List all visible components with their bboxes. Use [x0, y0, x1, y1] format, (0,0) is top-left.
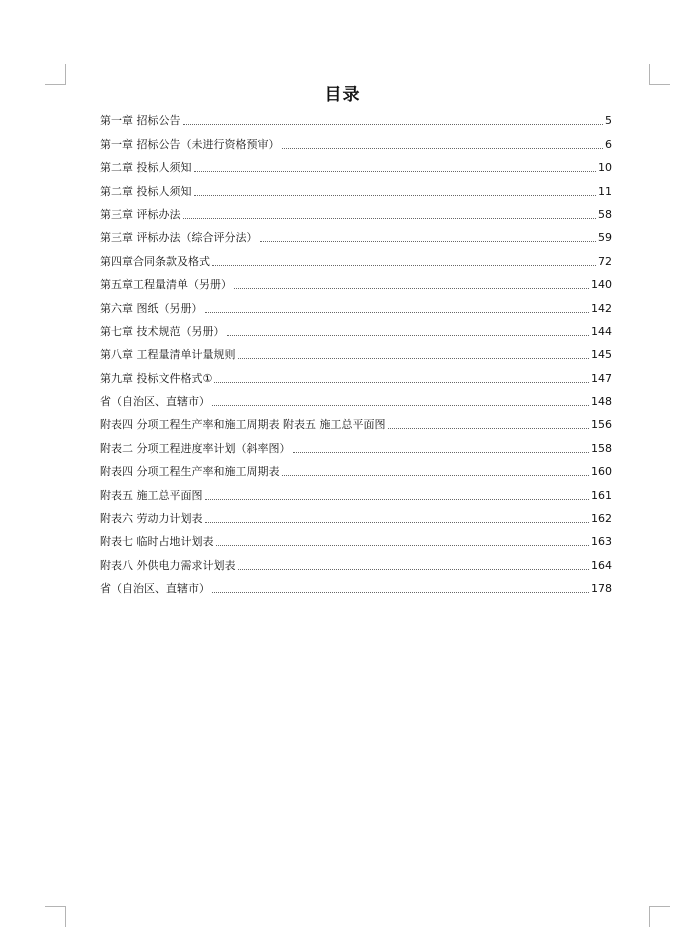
- toc-entry-label: 附表五 施工总平面图: [100, 488, 203, 502]
- toc-entry[interactable]: [100, 200, 612, 223]
- toc-entry[interactable]: [100, 550, 612, 573]
- toc-dot-leader: [388, 428, 590, 429]
- toc-dot-leader: [293, 452, 590, 453]
- toc-entry-label: 第五章工程量清单（另册）: [100, 278, 232, 292]
- toc-entry-page-number: 163: [591, 535, 612, 549]
- toc-entry-label: 附表七 临时占地计划表: [100, 535, 214, 549]
- toc-entry[interactable]: [100, 504, 612, 527]
- toc-dot-leader: [216, 545, 590, 546]
- toc-entry-label: 第七章 技术规范（另册）: [100, 324, 225, 338]
- toc-entry-page-number: 10: [598, 161, 612, 175]
- toc-entry-page-number: 178: [591, 582, 612, 596]
- toc-entry-page-number: 148: [591, 395, 612, 409]
- toc-entry[interactable]: [100, 106, 612, 129]
- toc-entry[interactable]: [100, 176, 612, 199]
- toc-entry[interactable]: [100, 527, 612, 550]
- toc-entry-label: 第二章 投标人须知: [100, 161, 192, 175]
- toc-entry-label: 附表六 劳动力计划表: [100, 512, 203, 526]
- toc-dot-leader: [260, 241, 597, 242]
- toc-entry[interactable]: [100, 153, 612, 176]
- toc-entry-label: 第九章 投标文件格式①: [100, 371, 213, 385]
- toc-entry-label: 第二章 投标人须知: [100, 184, 192, 198]
- toc-entry-page-number: 11: [598, 184, 612, 198]
- toc-dot-leader: [205, 522, 590, 523]
- toc-dot-leader: [194, 195, 597, 196]
- toc-entry-page-number: 145: [591, 348, 612, 362]
- toc-entry-label: 第一章 招标公告: [100, 114, 181, 128]
- toc-entry-label: 附表二 分项工程进度率计划（斜率图）: [100, 441, 291, 455]
- toc-entry[interactable]: [100, 246, 612, 269]
- toc-dot-leader: [282, 148, 604, 149]
- toc-entry[interactable]: [100, 129, 612, 152]
- toc-dot-leader: [194, 171, 597, 172]
- toc-entry[interactable]: [100, 270, 612, 293]
- toc-entry-page-number: 144: [591, 324, 612, 338]
- toc-entry-page-number: 6: [605, 137, 612, 151]
- toc-entry-page-number: 72: [598, 254, 612, 268]
- toc-entry-label: 第六章 图纸（另册）: [100, 301, 203, 315]
- toc-dot-leader: [238, 358, 590, 359]
- toc-dot-leader: [205, 499, 590, 500]
- toc-title: 目录: [324, 85, 361, 105]
- toc-entry[interactable]: [100, 293, 612, 316]
- toc-entry[interactable]: [100, 433, 612, 456]
- toc-entry[interactable]: [100, 223, 612, 246]
- toc-entry-label: 附表四 分项工程生产率和施工周期表: [100, 465, 280, 479]
- toc-entry[interactable]: [100, 457, 612, 480]
- toc-entry-label: 第三章 评标办法: [100, 207, 181, 221]
- toc-entry-page-number: 164: [591, 558, 612, 572]
- toc-dot-leader: [212, 405, 589, 406]
- toc-entry[interactable]: [100, 363, 612, 386]
- toc-dot-leader: [183, 124, 604, 125]
- toc-entry[interactable]: [100, 340, 612, 363]
- toc-dot-leader: [282, 475, 590, 476]
- crop-mark-top-left: [45, 64, 66, 85]
- toc-entry-page-number: 147: [591, 371, 612, 385]
- toc-dot-leader: [183, 218, 597, 219]
- toc-dot-leader: [212, 265, 596, 266]
- toc-entry-page-number: 160: [591, 465, 612, 479]
- toc-entry[interactable]: [100, 480, 612, 503]
- toc-dot-leader: [205, 312, 590, 313]
- table-of-contents: [100, 106, 612, 597]
- toc-entry-label: 省（自治区、直辖市）: [100, 395, 210, 409]
- toc-dot-leader: [238, 569, 590, 570]
- toc-dot-leader: [234, 288, 589, 289]
- toc-entry-page-number: 162: [591, 512, 612, 526]
- toc-entry-label: 附表八 外供电力需求计划表: [100, 558, 236, 572]
- toc-entry-page-number: 156: [591, 418, 612, 432]
- toc-entry-label: 第八章 工程量清单计量规则: [100, 348, 236, 362]
- toc-entry-page-number: 140: [591, 278, 612, 292]
- toc-entry[interactable]: [100, 387, 612, 410]
- toc-entry-page-number: 142: [591, 301, 612, 315]
- toc-entry[interactable]: [100, 574, 612, 597]
- toc-entry-page-number: 59: [598, 231, 612, 245]
- toc-entry-label: 第三章 评标办法（综合评分法）: [100, 231, 258, 245]
- toc-entry-page-number: 158: [591, 441, 612, 455]
- toc-entry-page-number: 161: [591, 488, 612, 502]
- toc-entry-label: 省（自治区、直辖市）: [100, 582, 210, 596]
- toc-dot-leader: [214, 382, 589, 383]
- toc-dot-leader: [212, 592, 589, 593]
- crop-mark-bottom-left: [45, 906, 66, 927]
- crop-mark-top-right: [649, 64, 670, 85]
- toc-entry-label: 第四章合同条款及格式: [100, 254, 210, 268]
- toc-entry-label: 附表四 分项工程生产率和施工周期表 附表五 施工总平面图: [100, 418, 386, 432]
- toc-entry-label: 第一章 招标公告（未进行资格预审）: [100, 137, 280, 151]
- toc-entry[interactable]: [100, 317, 612, 340]
- toc-entry-page-number: 5: [605, 114, 612, 128]
- toc-dot-leader: [227, 335, 590, 336]
- toc-entry-page-number: 58: [598, 207, 612, 221]
- crop-mark-bottom-right: [649, 906, 670, 927]
- toc-entry[interactable]: [100, 410, 612, 433]
